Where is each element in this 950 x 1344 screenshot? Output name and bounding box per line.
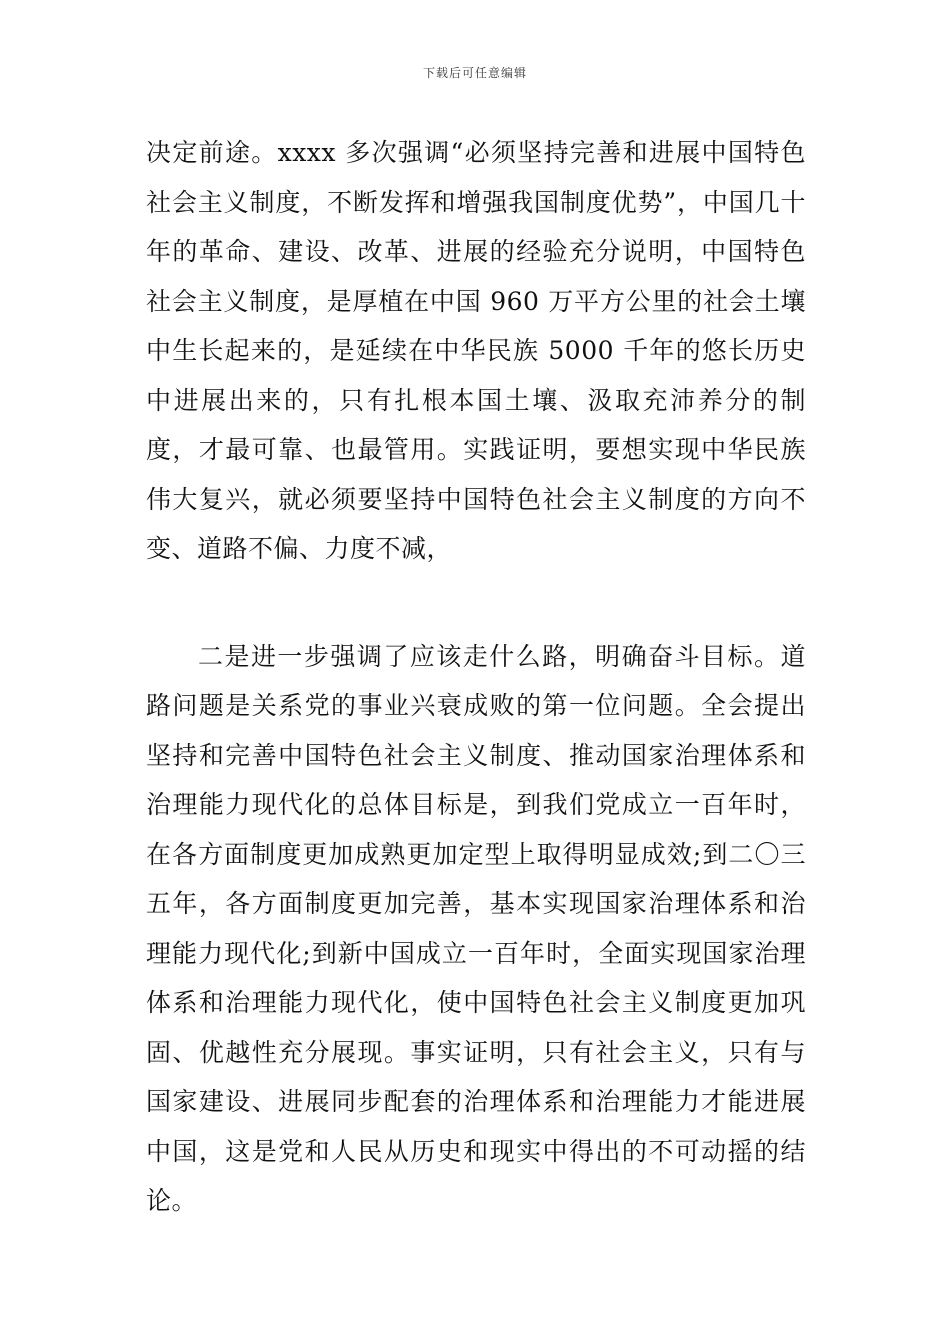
paragraph-1: 决定前途。xxxx 多次强调“必须坚持完善和进展中国特色社会主义制度，不断发挥和增强我国制度优势”，中国几十年的革命、建设、改革、进展的经验充分说明，中国特色社会主义制度，是厚植在中国 960 万平方公里的社会土壤中生长起来的，是延续在中华民族 5000 千年的悠长历史中进展出来的，只有扎根本国土壤、汲取充沛养分的制度，才最可靠、也最管用。实践证明，要想实现中华民族伟大复兴，就必须要坚持中国特色社会主义制度的方向不变、道路不偏、力度不减， <box>146 138 806 563</box>
paragraph-spacer <box>146 574 806 632</box>
paragraph-2: 二是进一步强调了应该走什么路，明确奋斗目标。道路问题是关系党的事业兴衰成败的第一位问题。全会提出坚持和完善中国特色社会主义制度、推动国家治理体系和治理能力现代化的总体目标是，到我们党成立一百年时，在各方面制度更加成熟更加定型上取得明显成效;到二〇三五年，各方面制度更加完善，基本实现国家治理体系和治理能力现代化;到新中国成立一百年时，全面实现国家治理体系和治理能力现代化，使中国特色社会主义制度更加巩固、优越性充分展现。事实证明，只有社会主义，只有与国家建设、进展同步配套的治理体系和治理能力才能进展中国，这是党和人民从历史和现实中得出的不可动摇的结论。 <box>146 641 806 1215</box>
document-body <box>146 128 806 1226</box>
page-header: 下载后可任意编辑 <box>422 66 527 80</box>
